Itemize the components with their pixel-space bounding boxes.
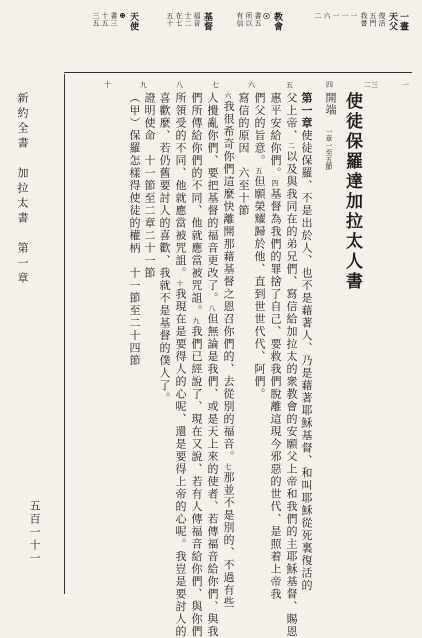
header-group-3: [236, 12, 281, 62]
verse-text: 喜歡麼、若仍舊要討人的喜歡、我就不是基督的僕人了。: [158, 92, 171, 405]
book-title: 使徒保羅達加拉太人書: [340, 92, 365, 292]
column-number: 七: [212, 80, 219, 90]
header-col: 五門: [369, 12, 376, 62]
section-heading-text: 證明使命 十一節至二章二十一節: [143, 92, 156, 280]
verse-text: 那並不是別的、不過有些: [222, 472, 235, 610]
column-number: 八: [176, 80, 183, 90]
header-col: ☉: [263, 12, 270, 62]
header-col: 五十: [166, 12, 173, 62]
verse-number: 八: [208, 305, 216, 314]
section-heading: [144, 92, 155, 582]
page-number: 五百一十一: [26, 500, 42, 565]
verse-text: 我們已經說了、現在又說、若有人傳福音給你們、與你們: [190, 326, 203, 638]
header-col: 所以: [245, 12, 252, 62]
header-col: 有信: [236, 12, 243, 62]
verse-text: 使徒保羅、不是出於人、也不是藉著人、乃是藉著耶穌基督、和叫耶穌從死裏復活的: [300, 130, 313, 593]
column-number: 六: [248, 80, 255, 90]
text-column: [159, 92, 170, 582]
header-col: 基督: [202, 12, 211, 62]
header-col: 一: [350, 12, 357, 62]
verse-number: 十: [176, 280, 184, 289]
text-column: [253, 92, 265, 582]
scripture-text: [106, 92, 312, 582]
header-col: 十五: [101, 12, 108, 62]
header-col: 教會: [272, 12, 281, 62]
header-col: 一: [332, 12, 339, 62]
text-column: [190, 92, 202, 582]
verse-text: 但願榮耀歸於他、直到世世代代、阿們。: [253, 176, 266, 401]
header-col: 三五: [92, 12, 99, 62]
header-col: 書五: [254, 12, 261, 62]
header-col: 復活: [378, 12, 385, 62]
chapter-summary-ref: 一章一至五節: [324, 128, 334, 170]
header-group-2: [166, 12, 211, 62]
column-number: 四: [326, 80, 333, 90]
subsection-heading-text: （甲）保羅怎樣得使徒的權柄 十一節至二十四節: [128, 92, 141, 367]
text-column: [174, 92, 186, 582]
verse-text: 基督為我們的罪捨了自己、要救我們脫離這現今邪惡的世代、是照着上帝我: [269, 188, 282, 601]
header-group-1: [92, 12, 137, 62]
header-col: 天使: [128, 12, 137, 62]
header-col: 書三: [110, 12, 117, 62]
header-col: 我書: [360, 12, 367, 62]
header-col: 六: [323, 12, 330, 62]
verse-text: 所領受的不同、他就應當被咒詛。: [174, 92, 187, 280]
running-title: 新約全書 加拉太書 第一章: [14, 92, 30, 287]
verse-text: 以及與我同在的弟兄們、寫信給加拉太的衆教會的安願父上帝和我們的主耶穌基督、賜恩: [285, 151, 298, 638]
header-group-5: [360, 12, 407, 62]
header-col: 二: [314, 12, 321, 62]
verse-text: 人攪亂你們、要把基督的福音更改了。: [206, 92, 219, 305]
header-col: ⊕: [119, 12, 126, 62]
header-col: 在七: [175, 12, 182, 62]
header-col: 天父: [387, 12, 396, 62]
header-col: 一晝: [398, 12, 407, 62]
section-heading: [238, 92, 249, 582]
header-col: 一: [341, 12, 348, 62]
verse-number: 六: [224, 92, 232, 101]
verse-number: 七: [224, 463, 232, 472]
verse-number: 五: [255, 167, 263, 176]
text-column: [301, 92, 312, 582]
text-column: [222, 92, 234, 582]
chapter-heading: 第一章: [300, 92, 313, 130]
text-column: [269, 92, 281, 582]
verse-number: 四: [271, 180, 279, 189]
text-column: [206, 92, 218, 582]
verse-number: 九: [192, 317, 200, 326]
column-number: 十: [104, 80, 111, 90]
verse-text: 但無論是我們、或是天上來的使者、若傳福音給你們、與我: [206, 313, 219, 638]
chapter-summary-heading: 開端: [322, 92, 338, 116]
column-numbers: [96, 80, 411, 90]
verse-text: 們所傳給你們的不同、他就應當被咒詛。: [190, 92, 203, 317]
column-number: 九: [140, 80, 147, 90]
header-col: 士二: [184, 12, 191, 62]
text-column: [285, 92, 297, 582]
verse-text: 我現在是要得人的心呢、還是要得上帝的心呢。我豈是要討人的: [174, 288, 187, 638]
column-number: 五: [286, 80, 293, 90]
header-group-4: [314, 12, 357, 62]
subsection-heading: [129, 92, 140, 582]
verse-text: 們父的旨意。: [253, 92, 266, 167]
verse-text: 惠平安給你們。: [269, 92, 282, 180]
header-rule: [64, 72, 412, 73]
verse-number: 二: [287, 142, 295, 151]
column-number: 二三: [364, 80, 378, 90]
verse-text: 父上帝、: [285, 92, 298, 142]
column-number: 一: [402, 80, 409, 90]
cross-reference-header: [92, 12, 412, 62]
verse-text: 我很希奇你們這麼快離開那藉基督之恩召你們的、去從別的福音。: [222, 101, 235, 464]
section-heading-text: 寫信的原因 六至十節: [237, 92, 250, 217]
header-col: 福音: [193, 12, 200, 62]
